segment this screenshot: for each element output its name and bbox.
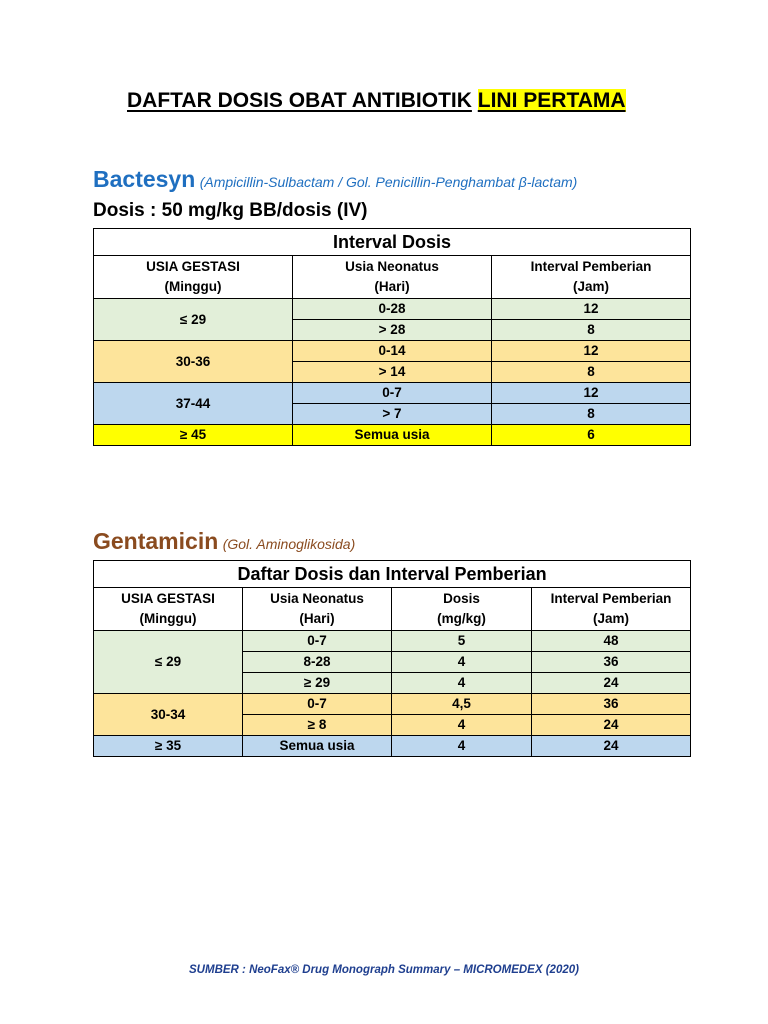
- table-row: [94, 383, 691, 404]
- interval-cell: 36: [532, 652, 691, 673]
- neonatus-cell: > 14: [293, 362, 492, 383]
- interval-cell: 8: [492, 362, 691, 383]
- table-row: [94, 299, 691, 320]
- header-usia-gestasi: USIA GESTASI (Minggu): [94, 588, 243, 631]
- dosis-cell: 4,5: [392, 694, 532, 715]
- gestasi-cell: ≤ 29: [94, 631, 243, 694]
- neonatus-cell: 0-14: [293, 341, 492, 362]
- interval-cell: 6: [492, 425, 691, 446]
- interval-cell: 48: [532, 631, 691, 652]
- neonatus-cell: > 28: [293, 320, 492, 341]
- bactesyn-heading: [93, 166, 577, 193]
- page-title: [127, 88, 687, 114]
- dosis-cell: 4: [392, 715, 532, 736]
- dosis-cell: 4: [392, 736, 532, 757]
- neonatus-cell: 0-28: [293, 299, 492, 320]
- table-row: [94, 425, 691, 446]
- dosis-cell: 4: [392, 652, 532, 673]
- header-interval: Interval Pemberian (Jam): [532, 588, 691, 631]
- bactesyn-subtitle: (Ampicillin-Sulbactam / Gol. Penicillin-Penghambat β-lactam): [199, 174, 578, 190]
- table-row: [94, 694, 691, 715]
- dosis-cell: 5: [392, 631, 532, 652]
- interval-cell: 24: [532, 736, 691, 757]
- table-row: [94, 736, 691, 757]
- table-row: [94, 631, 691, 652]
- bactesyn-table-title: Interval Dosis: [94, 229, 691, 256]
- header-usia-neonatus: Usia Neonatus (Hari): [293, 256, 492, 299]
- source-footer: SUMBER : NeoFax® Drug Monograph Summary – MICROMEDEX (2020): [189, 964, 579, 976]
- gentamicin-heading: [93, 528, 355, 555]
- gentamicin-subtitle: (Gol. Aminoglikosida): [222, 536, 356, 552]
- gentamicin-name: Gentamicin: [93, 528, 219, 554]
- gestasi-cell: 30-36: [94, 341, 293, 383]
- interval-cell: 24: [532, 715, 691, 736]
- table-row: [94, 341, 691, 362]
- neonatus-cell: ≥ 29: [243, 673, 392, 694]
- header-dosis: Dosis (mg/kg): [392, 588, 532, 631]
- gestasi-cell: ≥ 35: [94, 736, 243, 757]
- interval-cell: 12: [492, 341, 691, 362]
- neonatus-cell: Semua usia: [293, 425, 492, 446]
- gentamicin-table: [93, 560, 691, 757]
- neonatus-cell: 0-7: [243, 694, 392, 715]
- bactesyn-table: [93, 228, 691, 446]
- header-usia-neonatus: Usia Neonatus (Hari): [243, 588, 392, 631]
- neonatus-cell: 0-7: [243, 631, 392, 652]
- header-usia-gestasi: USIA GESTASI (Minggu): [94, 256, 293, 299]
- header-interval: Interval Pemberian (Jam): [492, 256, 691, 299]
- page-title-main: DAFTAR DOSIS OBAT ANTIBIOTIK: [127, 89, 472, 112]
- bactesyn-dose: Dosis : 50 mg/kg BB/dosis (IV): [93, 200, 368, 221]
- neonatus-cell: 0-7: [293, 383, 492, 404]
- interval-cell: 12: [492, 299, 691, 320]
- interval-cell: 8: [492, 320, 691, 341]
- neonatus-cell: > 7: [293, 404, 492, 425]
- neonatus-cell: Semua usia: [243, 736, 392, 757]
- gestasi-cell: ≤ 29: [94, 299, 293, 341]
- page-title-highlight: LINI PERTAMA: [477, 89, 626, 112]
- gestasi-cell: 30-34: [94, 694, 243, 736]
- gestasi-cell: 37-44: [94, 383, 293, 425]
- interval-cell: 12: [492, 383, 691, 404]
- interval-cell: 36: [532, 694, 691, 715]
- neonatus-cell: 8-28: [243, 652, 392, 673]
- gentamicin-table-title: Daftar Dosis dan Interval Pemberian: [94, 561, 691, 588]
- interval-cell: 8: [492, 404, 691, 425]
- bactesyn-name: Bactesyn: [93, 166, 196, 192]
- neonatus-cell: ≥ 8: [243, 715, 392, 736]
- interval-cell: 24: [532, 673, 691, 694]
- gestasi-cell: ≥ 45: [94, 425, 293, 446]
- dosis-cell: 4: [392, 673, 532, 694]
